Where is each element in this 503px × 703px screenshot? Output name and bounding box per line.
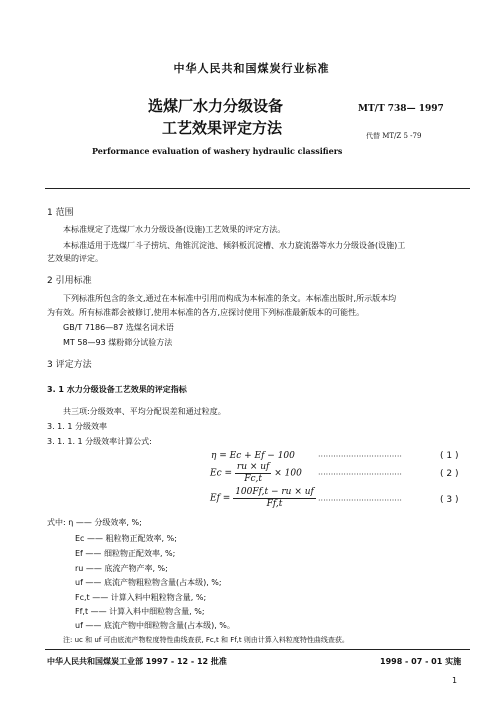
legend-item: ru —— 底流产物产率, %;: [75, 564, 168, 573]
standard-code: MT/T 738— 1997: [358, 104, 444, 114]
section-3-1-para: 共三项:分级效率、平均分配误差和通过粒度。: [63, 407, 226, 416]
legend-item: Ec —— 粗粒物正配效率, %;: [75, 534, 177, 543]
section-1-para-1: 本标准规定了选煤厂水力分级设备(设施)工艺效果的评定方法。: [63, 225, 286, 234]
formula-2: [210, 462, 302, 485]
section-1-title: 1 范围: [47, 208, 74, 218]
formula-2-leader-dots: ·································: [318, 470, 402, 479]
title-line-1: 选煤厂水力分级设备: [148, 97, 284, 115]
formula-2-tail: × 100: [274, 468, 302, 479]
replaces-standard: 代替 MT/Z 5 -79: [366, 132, 422, 140]
section-2-para-1b: 为有效。所有标准都会被修订,使用本标准的各方,应探讨使用下列标准最新版本的可能性。: [47, 308, 365, 317]
section-3-title: 3 评定方法: [47, 360, 92, 370]
formula-2-lhs: Ec =: [210, 468, 233, 479]
section-1-para-2b: 艺效果的评定。: [47, 254, 103, 263]
footer-divider: [45, 649, 470, 650]
page-number: 1: [452, 676, 458, 685]
formula-3-lhs: Ef =: [210, 493, 231, 504]
legend-item: uf —— 底流产物中细粒物含量(占本级), %。: [75, 621, 235, 630]
formula-1: η = Ec + Ef − 100: [211, 451, 295, 461]
legend-intro: 式中: η —— 分级效率, %;: [47, 518, 142, 527]
section-3-1-title: 3. 1 水力分级设备工艺效果的评定指标: [47, 385, 187, 394]
section-3-1-1-1-title: 3. 1. 1. 1 分级效率计算公式:: [47, 437, 152, 446]
formula-2-denominator: Fc,t: [244, 474, 263, 484]
formula-3-denominator: Ff,t: [266, 499, 283, 509]
legend-item: Fc,t —— 计算入料中粗粒物含量, %;: [75, 593, 207, 602]
standard-organization: 中华人民共和国煤炭行业标准: [173, 62, 330, 75]
header-divider: [45, 188, 470, 189]
legend-item: Ef —— 细粒物正配效率, %;: [75, 549, 176, 558]
section-3-1-1-title: 3. 1. 1 分级效率: [47, 422, 107, 431]
section-2-title: 2 引用标准: [47, 276, 92, 286]
reference-mt-58: MT 58—93 煤粉筛分试验方法: [63, 338, 173, 347]
formula-2-number: ( 2 ): [440, 469, 459, 479]
legend-item: Ff,t —— 计算入料中细粒物含量, %;: [75, 607, 205, 616]
formula-3-numerator: 100Ff,t − ru × uf: [235, 487, 314, 497]
reference-gb-t-7186: GB/T 7186—87 选煤名词术语: [63, 323, 174, 332]
formula-3-leader-dots: ·································: [318, 496, 402, 505]
approval-statement: 中华人民共和国煤炭工业部 1997 - 12 - 12 批准: [47, 657, 227, 666]
formula-1-number: ( 1 ): [440, 451, 459, 461]
formula-1-leader-dots: ·································: [318, 452, 402, 461]
formula-2-fraction: [235, 462, 272, 485]
formula-2-numerator: ru × uf: [236, 462, 270, 472]
formula-3: [210, 487, 316, 510]
section-1-para-2a: 本标准适用于选煤厂斗子捞坑、角锥沉淀池、倾斜板沉淀槽、水力旋流器等水力分级设备(设施)工: [63, 241, 406, 250]
title-line-2: 工艺效果评定方法: [162, 119, 283, 137]
legend-note: 注: uc 和 uf 可由底流产物粒度特性曲线查获, Fc,t 和 Ff,t 则由计算入料粒度特性曲线查获。: [63, 636, 349, 644]
english-title: Performance evaluation of washery hydraulic classifiers: [92, 146, 343, 156]
section-2-para-1a: 下列标准所包含的条文,通过在本标准中引用而构成为本标准的条文。本标准出版时,所示版本均: [63, 294, 397, 303]
formula-3-number: ( 3 ): [440, 495, 459, 505]
legend-item: uf —— 底流产物粗粒物含量(占本级), %;: [75, 578, 222, 587]
formula-3-fraction: [233, 487, 316, 510]
implementation-date: 1998 - 07 - 01 实施: [380, 657, 462, 666]
